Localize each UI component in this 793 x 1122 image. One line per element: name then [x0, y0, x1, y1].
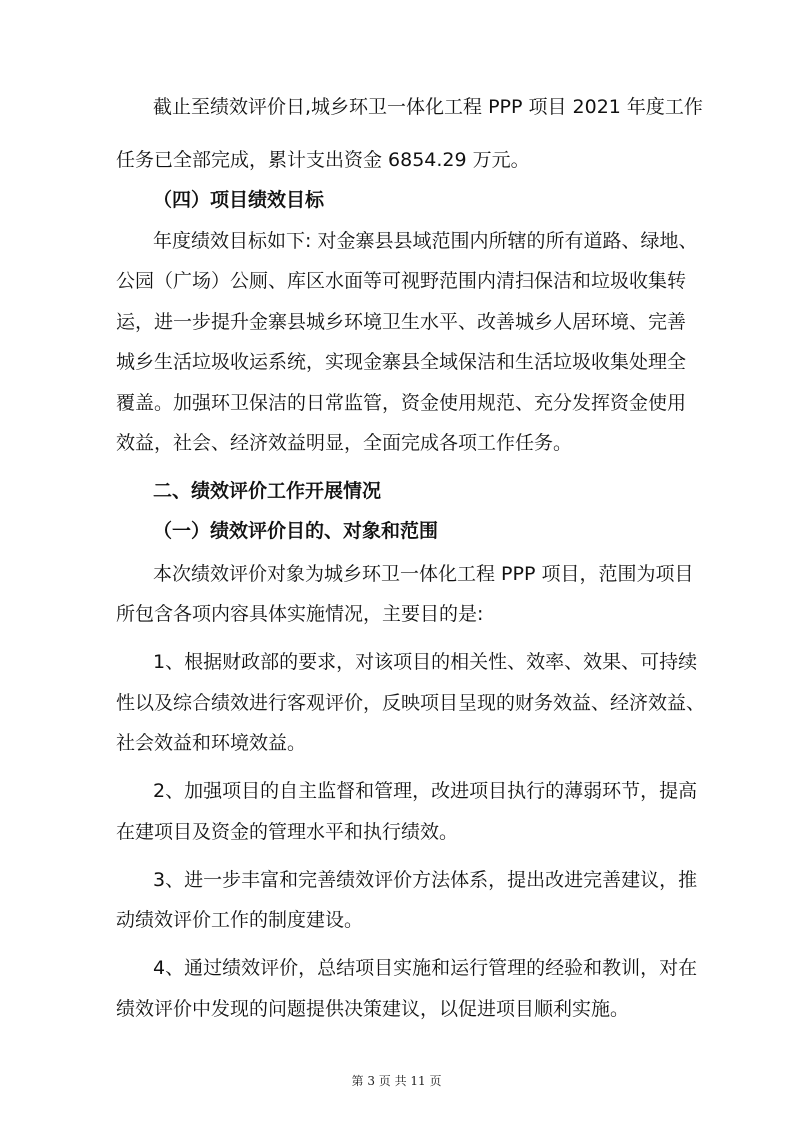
paragraph-line: 性以及综合绩效进行客观评价，反映项目呈现的财务效益、经济效益、 — [116, 692, 706, 714]
section-heading: （四）项目绩效目标 — [153, 189, 325, 211]
paragraph-line: 截止至绩效评价日,城乡环卫一体化工程 PPP 项目 2021 年度工作 — [153, 96, 703, 118]
paragraph-line: 所包含各项内容具体实施情况，主要目的是: — [116, 603, 484, 625]
paragraph-line: 本次绩效评价对象为城乡环卫一体化工程 PPP 项目，范围为项目 — [153, 563, 694, 585]
paragraph-line: 2、加强项目的自主监督和管理，改进项目执行的薄弱环节，提高 — [153, 780, 698, 802]
page-footer: 第 3 页 共 11 页 — [351, 1074, 442, 1088]
paragraph-line: 社会效益和环境效益。 — [116, 732, 307, 754]
paragraph-line: 公园（广场）公厕、库区水面等可视野范围内清扫保洁和垃圾收集转 — [116, 270, 687, 292]
section-heading: 二、绩效评价工作开展情况 — [153, 480, 382, 502]
paragraph-line: 覆盖。加强环卫保洁的日常监管，资金使用规范、充分发挥资金使用 — [116, 392, 687, 414]
paragraph-line: 动绩效评价工作的制度建设。 — [116, 909, 364, 931]
paragraph-line: 4、通过绩效评价，总结项目实施和运行管理的经验和教训，对在 — [153, 957, 698, 979]
paragraph-line: 年度绩效目标如下: 对金寨县县域范围内所辖的所有道路、绿地、 — [153, 230, 698, 252]
section-heading: （一）绩效评价目的、对象和范围 — [153, 520, 439, 542]
paragraph-line: 任务已全部完成，累计支出资金 6854.29 万元。 — [116, 149, 530, 171]
paragraph-line: 在建项目及资金的管理水平和执行绩效。 — [116, 821, 459, 843]
paragraph-line: 3、进一步丰富和完善绩效评价方法体系，提出改进完善建议，推 — [153, 869, 698, 891]
paragraph-line: 1、根据财政部的要求，对该项目的相关性、效率、效果、可持续 — [153, 651, 698, 673]
paragraph-line: 城乡生活垃圾收运系统，实现金寨县全域保洁和生活垃圾收集处理全 — [116, 351, 687, 373]
paragraph-line: 效益，社会、经济效益明显，全面完成各项工作任务。 — [116, 432, 573, 454]
paragraph-line: 运，进一步提升金寨县城乡环境卫生水平、改善城乡人居环境、完善 — [116, 311, 687, 333]
paragraph-line: 绩效评价中发现的问题提供决策建议，以促进项目顺利实施。 — [116, 998, 630, 1020]
